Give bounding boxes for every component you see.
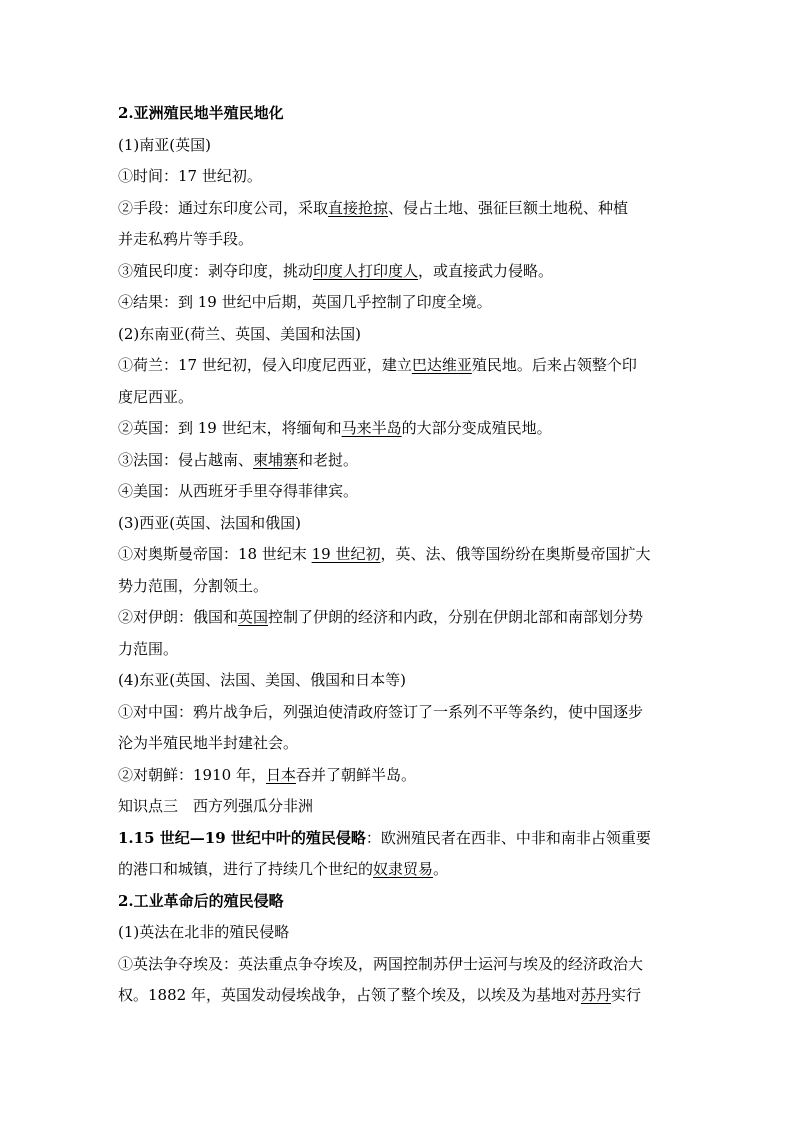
text-line [118,917,678,949]
text-line [118,823,678,855]
text-segment: 知识点三 西方列强瓜分非洲 [118,797,314,815]
underlined-term: 巴达维亚 [411,356,472,374]
text-segment: ④结果：到 19 世纪中后期，英国几乎控制了印度全境。 [118,293,492,311]
text-segment: ①对中国：鸦片战争后，列强迫使清政府签订了一系列不平等条约，使中国逐步 [118,702,644,721]
text-segment: ，英、法、俄等国纷纷在奥斯曼帝国扩大 [380,545,651,563]
text-line [118,256,678,288]
text-line [118,287,678,319]
text-segment: (1)英法在北非的殖民侵略 [118,923,290,941]
text-line [118,634,678,666]
text-segment: ②对伊朗：俄国和 [118,608,239,626]
text-segment: 势力范围，分割领土。 [118,576,269,595]
text-segment: 2.亚洲殖民地半殖民地化 [118,104,284,122]
text-segment: 、侵占土地、强征巨额土地税、种植 [388,198,629,217]
text-line [118,161,678,193]
text-segment: ②对朝鲜：1910 年， [118,765,266,784]
text-line [118,791,678,823]
text-segment: 控制了伊朗的经济和内政，分别在伊朗北部和南部划分势 [268,608,644,626]
text-segment: ②英国：到 19 世纪末，将缅甸和 [118,419,342,437]
text-segment: 2.工业革命后的殖民侵略 [118,891,284,910]
text-line [118,476,678,508]
text-segment: ①荷兰：17 世纪初，侵入印度尼西亚，建立 [118,356,412,374]
text-line [118,665,678,697]
text-line [118,508,678,540]
text-segment: ③殖民印度：剥夺印度，挑动 [118,261,314,280]
underlined-term: 苏丹 [580,986,611,1004]
text-line [118,193,678,225]
underlined-term: 19 世纪初 [311,545,381,563]
text-line [118,854,678,886]
text-line [118,760,678,792]
text-line [118,130,678,162]
text-line [118,413,678,445]
text-segment: 权。1882 年，英国发动侵埃战争，占领了整个埃及，以埃及为基地对 [118,986,581,1004]
underlined-term: 英国 [238,608,269,626]
underlined-term: 柬埔寨 [253,450,299,469]
text-segment: 的港口和城镇，进行了持续几个世纪的 [118,860,374,878]
text-line [118,697,678,729]
underlined-term: 奴隶贸易 [373,860,434,878]
text-segment: ①时间：17 世纪初。 [118,167,262,185]
text-segment: 1.15 世纪—19 世纪中叶的殖民侵略 [118,828,366,847]
text-segment: 吞并了朝鲜半岛。 [295,765,416,784]
text-segment: 沦为半殖民地半封建社会。 [118,734,299,752]
text-segment: 力范围。 [118,639,179,658]
text-line [118,445,678,477]
text-segment: 殖民地。后来占领整个印 [471,356,637,374]
text-segment: 并走私鸦片等手段。 [118,230,254,248]
underlined-term: 印度人打印度人 [313,261,419,280]
text-segment: (4)东亚(英国、法国、美国、俄国和日本等) [118,671,406,689]
text-segment: (2)东南亚(荷兰、英国、美国和法国) [118,324,361,343]
text-line [118,382,678,414]
text-segment: ②手段：通过东印度公司，采取 [118,198,329,217]
text-line [118,319,678,351]
underlined-term: 日本 [265,765,296,784]
document-body [118,98,678,1012]
text-segment: ④美国：从西班牙手里夺得菲律宾。 [118,482,359,500]
text-line [118,539,678,571]
text-line [118,980,678,1012]
text-segment: (1)南亚(英国) [118,135,211,154]
text-segment: ③法国：侵占越南、 [118,450,254,469]
text-segment: 的大部分变成殖民地。 [401,419,552,437]
text-line [118,224,678,256]
text-segment: ，或直接武力侵略。 [418,261,554,280]
text-segment: ：欧洲殖民者在西非、中非和南非占领重要 [365,828,651,847]
text-segment: 。 [433,860,449,878]
text-segment: ①对奥斯曼帝国：18 世纪末 [118,545,312,563]
text-line [118,98,678,130]
text-line [118,350,678,382]
text-segment: (3)西亚(英国、法国和俄国) [118,513,301,532]
text-line [118,571,678,603]
underlined-term: 马来半岛 [341,419,402,437]
underlined-term: 直接抢掠 [328,198,389,217]
text-line [118,949,678,981]
text-line [118,728,678,760]
text-segment: 实行 [610,986,641,1004]
text-segment: 和老挝。 [298,450,359,469]
text-line [118,886,678,918]
text-segment: 度尼西亚。 [118,387,194,406]
text-segment: ①英法争夺埃及：英法重点争夺埃及，两国控制苏伊士运河与埃及的经济政治大 [118,954,644,973]
text-line [118,602,678,634]
